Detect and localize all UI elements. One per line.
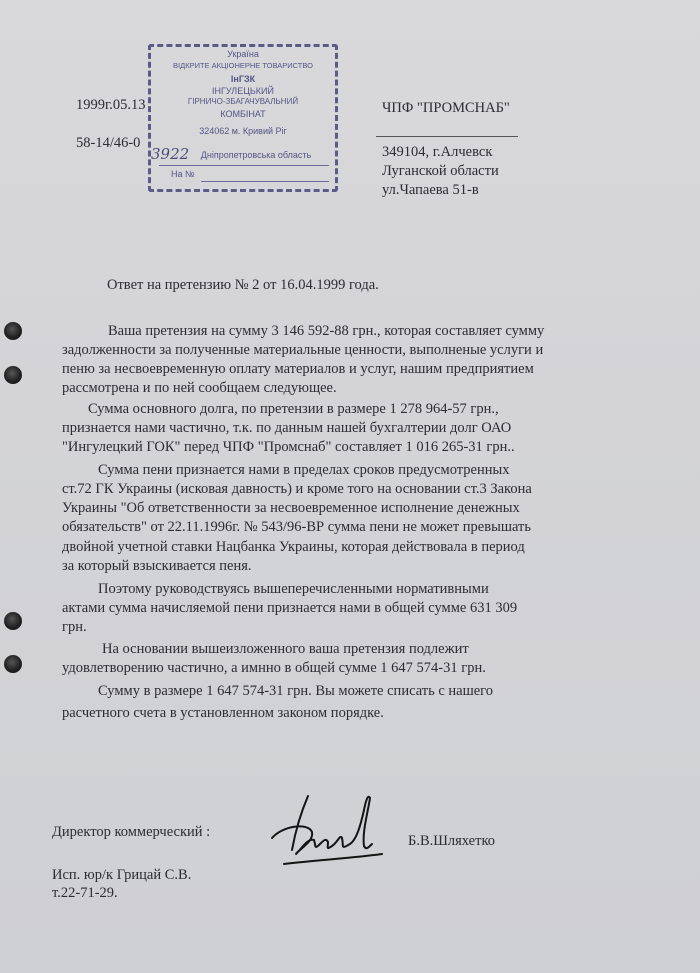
body-line: "Ингулецкий ГОК" перед ЧПФ "Промснаб" составляет 1 016 265-31 грн.. — [62, 439, 515, 455]
letter-ref-number: 58-14/46-0 — [76, 135, 141, 151]
body-line: расчетного счета в установленном законом порядке. — [62, 705, 384, 721]
binder-hole — [4, 612, 22, 630]
body-line: за который взыскивается пеня. — [62, 558, 252, 574]
body-line: задолженности за полученные материальные ценности, выполненые услуги и — [62, 342, 544, 358]
body-line: Сумма основного долга, по претензии в размере 1 278 964-57 грн., — [88, 401, 499, 417]
binder-hole — [4, 366, 22, 384]
stamp-line: ІнГЗК — [230, 74, 256, 84]
body-line: Украины "Об ответственности за несвоевременное исполнение денежных — [62, 500, 520, 516]
recipient-address-line: 349104, г.Алчевск — [382, 144, 493, 160]
registration-stamp — [148, 44, 338, 192]
body-line: рассмотрена и по ней сообщаем следующее. — [62, 380, 337, 396]
stamp-line: ВІДКРИТЕ АКЦІОНЕРНЕ ТОВАРИСТВО — [173, 61, 313, 70]
stamp-line: КОМБІНАТ — [220, 109, 266, 119]
body-line: На основании вышеизложенного ваша претензия подлежит — [102, 641, 469, 657]
body-line: пеню за несвоевременную оплату материалов и услуг, нашим предприятием — [62, 361, 534, 377]
recipient-address-line: Луганской области — [382, 163, 499, 179]
recipient-underline — [376, 136, 518, 137]
body-line: актами сумма начисляемой пени признается нами в общей сумме 631 309 — [62, 600, 518, 616]
body-line: Сумму в размере 1 647 574-31 грн. Вы можете списать с нашего — [98, 683, 494, 699]
executor-phone: т.22-71-29. — [52, 885, 118, 901]
signatory-name: Б.В.Шляхетко — [408, 833, 495, 849]
letter-date: 1999г.05.13 — [76, 97, 146, 113]
binder-hole — [4, 322, 22, 340]
body-line: ст.72 ГК Украины (исковая давность) и кроме того на основании ст.3 Закона — [62, 481, 532, 497]
recipient-address-line: ул.Чапаева 51-в — [382, 182, 479, 198]
body-line: двойной учетной ставки Нацбанка Украины, которая действовала в период — [62, 539, 525, 555]
body-line: Поэтому руководствуясь вышеперечисленными нормативными — [98, 581, 489, 597]
body-line: удовлетворению частично, а имнно в общей сумме 1 647 574-31 грн. — [62, 660, 486, 676]
body-line: Сумма пени признается нами в пределах сроков предусмотренных — [98, 462, 510, 478]
stamp-line: ІНГУЛЕЦЬКИЙ — [212, 86, 274, 96]
executor-name: Исп. юр/к Грицай С.В. — [52, 867, 192, 883]
stamp-rule — [159, 165, 329, 166]
stamp-na-label: На № — [171, 169, 195, 179]
stamp-line: Україна — [227, 49, 259, 59]
body-line: Ваша претензия на сумму 3 146 592-88 грн., которая составляет сумму — [108, 323, 545, 339]
letter-subject: Ответ на претензию № 2 от 16.04.1999 года. — [107, 277, 379, 293]
stamp-number: 3922 — [151, 145, 190, 163]
handwritten-signature — [268, 788, 393, 868]
stamp-rule — [201, 181, 329, 182]
body-line: признается нами частично, т.к. по данным нашей бухгалтерии долг ОАО — [62, 420, 512, 436]
body-line: грн. — [62, 619, 87, 635]
stamp-line: 324062 м. Кривий Ріг — [199, 126, 287, 136]
binder-hole — [4, 655, 22, 673]
body-line: обязательств" от 22.11.1996г. № 543/96-ВР сумма пени не может превышать — [62, 519, 532, 535]
stamp-line: ГІРНИЧО-ЗБАГАЧУВАЛЬНИЙ — [187, 97, 299, 106]
recipient-name: ЧПФ "ПРОМСНАБ" — [382, 100, 510, 116]
signatory-position: Директор коммерческий : — [52, 824, 211, 840]
stamp-line: Дніпропетровська область — [200, 150, 312, 160]
